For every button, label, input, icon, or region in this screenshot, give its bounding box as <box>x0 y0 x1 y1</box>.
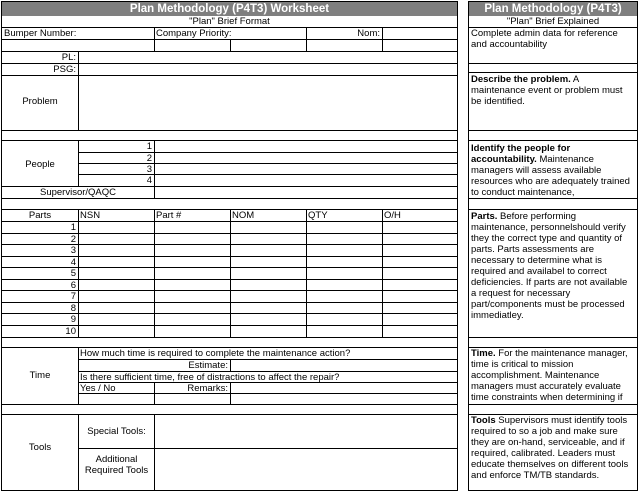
part-number-header: Part # <box>156 210 182 221</box>
special-tools-label: Special Tools: <box>87 426 146 437</box>
people-label: People <box>25 159 55 170</box>
problem-label: Problem <box>22 96 58 107</box>
explained-title: Plan Methodology (P4T3) <box>469 2 637 16</box>
worksheet-panel <box>1 1 458 491</box>
explain-time <box>471 348 635 404</box>
time-question-required: How much time is required to complete the maintenance action? <box>80 348 351 359</box>
people-number: 4 <box>146 175 152 186</box>
explain-parts-heading: Parts. <box>471 211 498 222</box>
estimate-field[interactable] <box>231 360 457 371</box>
explained-subtitle: "Plan" Brief Explained <box>469 16 637 28</box>
qty-header: QTY <box>308 210 328 221</box>
part-row-number: 5 <box>70 268 76 279</box>
part-row-number: 3 <box>70 245 76 256</box>
nom-header: NOM <box>232 210 255 221</box>
nsn-header: NSN <box>80 210 101 221</box>
part-row-number: 10 <box>65 326 76 337</box>
part-row-number: 1 <box>70 222 76 233</box>
part-row-number: 2 <box>70 234 76 245</box>
part-row-number: 8 <box>70 303 76 314</box>
parts-header: Parts <box>28 210 52 221</box>
estimate-label: Estimate: <box>188 360 228 371</box>
pl-label: PL: <box>61 52 76 63</box>
explain-people <box>471 143 635 199</box>
special-tools-field[interactable] <box>155 415 457 448</box>
nom-field[interactable] <box>382 28 458 39</box>
time-question-sufficient: Is there sufficient time, free of distractions to affect the repair? <box>80 372 340 383</box>
additional-tools-label-line1: Additional <box>95 454 138 465</box>
explain-tools-heading: Tools <box>471 415 496 426</box>
time-label: Time <box>29 370 51 381</box>
oh-header: O/H <box>384 210 401 221</box>
people-number: 1 <box>146 141 152 152</box>
explain-admin: Complete admin data for reference and accountability <box>471 28 618 50</box>
pl-field[interactable] <box>79 52 457 63</box>
explain-problem-heading: Describe the problem. <box>471 74 571 85</box>
psg-label: PSG: <box>53 64 76 75</box>
explain-people-text: Maintenance managers will assess available resources who are adequately trained to conduct maintenance, <box>471 154 630 198</box>
explain-parts <box>471 211 635 321</box>
company-priority-label: Company Priority: <box>156 28 232 39</box>
explain-time-text: For the maintenance manager, time is critical to mission accomplishment. Maintenance managers must accurately evaluate time constraints when determining if <box>471 348 628 403</box>
explain-problem-text: A maintenance event or problem must be identified. <box>471 74 623 107</box>
explained-panel <box>468 1 638 491</box>
part-row-number: 4 <box>70 257 76 268</box>
supervisor-label: Supervisor/QAQC <box>39 187 117 198</box>
worksheet-title: Plan Methodology (P4T3) Worksheet <box>2 2 457 16</box>
explain-people-heading: Identify the people for accountability. <box>471 143 571 165</box>
yes-no-label: Yes / No <box>80 383 116 394</box>
additional-tools-field[interactable] <box>155 449 457 489</box>
explain-tools-text: Supervisors must identify tools required to so a job and make sure they are on-hand, serviceable, and if required, calibrated. Leaders must educate themselves on different tools and enforce TM/TB standards. <box>471 415 629 481</box>
people-number: 2 <box>146 153 152 164</box>
remarks-label: Remarks: <box>187 383 228 394</box>
people-number: 3 <box>146 164 152 175</box>
nom-label: Nom: <box>357 28 380 39</box>
problem-field[interactable] <box>79 76 457 129</box>
worksheet-subtitle: "Plan" Brief Format <box>2 16 457 28</box>
part-row-number: 6 <box>70 280 76 291</box>
explain-problem <box>471 74 635 107</box>
bumper-number-label: Bumper Number: <box>4 28 77 39</box>
explain-parts-text: Before performing maintenance, personnelshould verify they the correct type and quantity of parts. Parts assessments are necessary to determine what is required and availabel to correct deficiencies. If parts are not available a request for necessary part/components must be processed immediatley. <box>471 211 628 321</box>
part-row-number: 7 <box>70 291 76 302</box>
tools-label: Tools <box>28 442 52 453</box>
explain-time-heading: Time. <box>471 348 496 359</box>
part-row-number: 9 <box>70 314 76 325</box>
additional-tools-label-line2: Required Tools <box>84 465 149 476</box>
psg-field[interactable] <box>79 64 457 75</box>
explain-tools <box>471 415 635 481</box>
